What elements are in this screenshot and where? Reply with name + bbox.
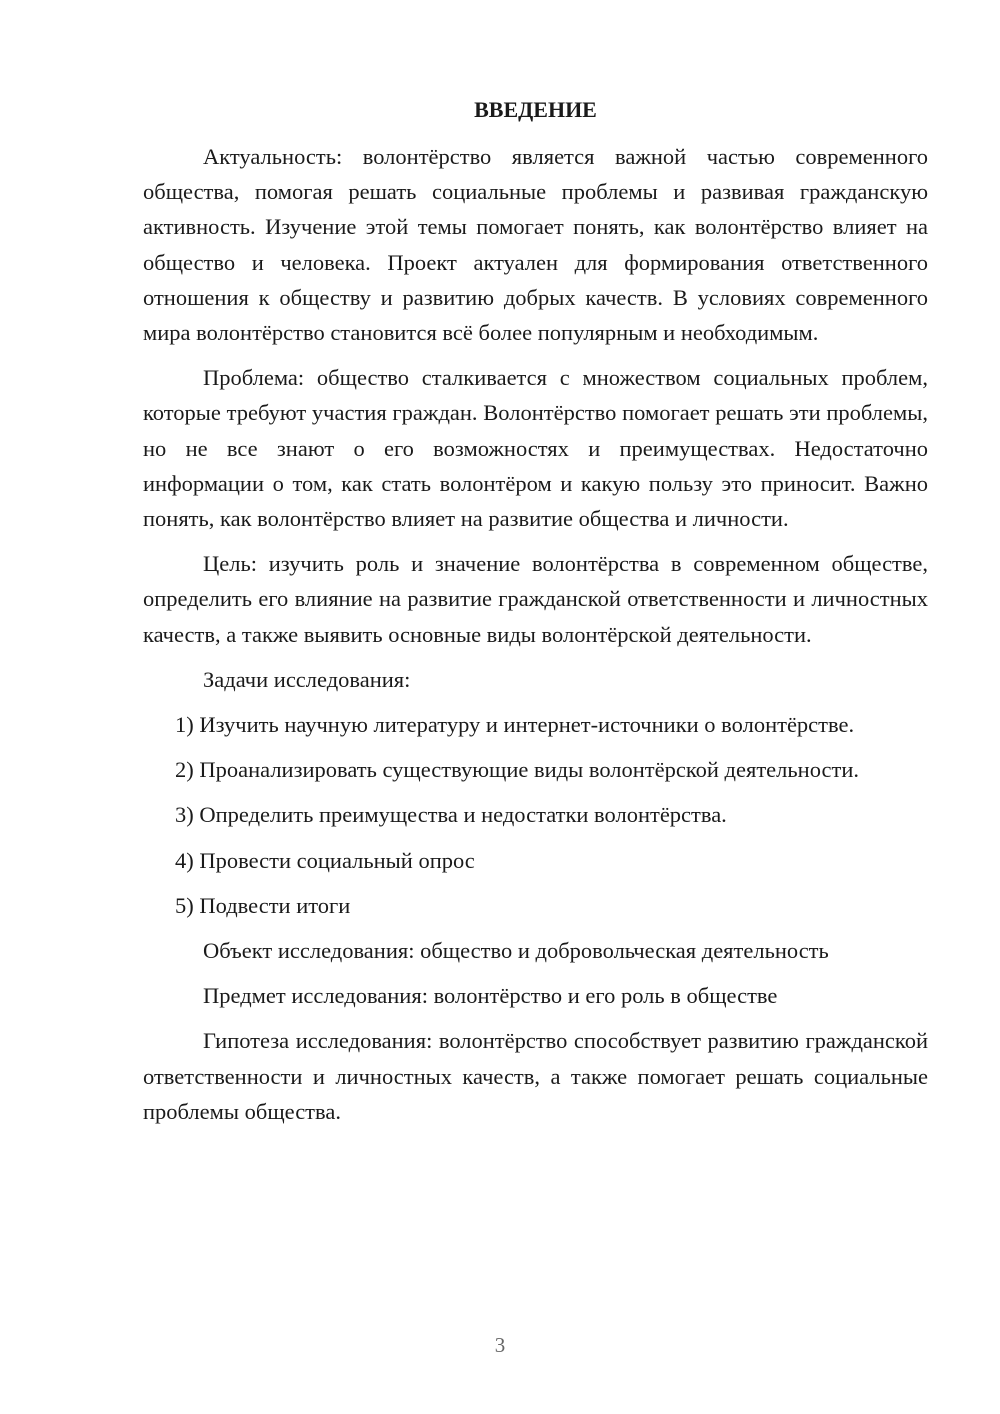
problem-paragraph: Проблема: общество сталкивается с множеством социальных проблем, которые требуют участия граждан. Волонтёрство помогает решать эти проблемы, но не все знают о его возможностях и преимуществах. Недостаточно информации о том, как стать волонтёром и какую пользу это приносит. Важно понять, как волонтёрство влияет на развитие общества и личности. bbox=[143, 365, 928, 532]
task-item-3: 3) Определить преимущества и недостатки волонтёрства. bbox=[175, 802, 727, 828]
research-hypothesis: Гипотеза исследования: волонтёрство способствует развитию гражданской ответственности и личностных качеств, а также помогает решать социальные проблемы общества. bbox=[143, 1028, 928, 1124]
research-object: Объект исследования: общество и добровольческая деятельность bbox=[203, 938, 829, 964]
page-number: 3 bbox=[494, 1333, 506, 1357]
relevance-paragraph: Актуальность: волонтёрство является важной частью современного общества, помогая решать социальные проблемы и развивая гражданскую активность. Изучение этой темы помогает понять, как волонтёрство влияет на общество и человека. Проект актуален для формирования ответственного отношения к обществу и развитию добрых качеств. В условиях современного мира волонтёрство становится всё более популярным и необходимым. bbox=[143, 144, 928, 346]
task-item-2: 2) Проанализировать существующие виды волонтёрской деятельности. bbox=[175, 757, 859, 783]
research-subject: Предмет исследования: волонтёрство и его роль в обществе bbox=[203, 983, 778, 1009]
tasks-title: Задачи исследования: bbox=[203, 666, 411, 692]
task-item-4: 4) Провести социальный опрос bbox=[175, 847, 475, 873]
task-item-5: 5) Подвести итоги bbox=[175, 892, 351, 918]
page-content bbox=[143, 90, 928, 1139]
goal-paragraph: Цель: изучить роль и значение волонтёрства в современном обществе, определить его влияние на развитие гражданской ответственности и личностных качеств, а также выявить основные виды волонтёрской деятельности. bbox=[143, 551, 928, 647]
section-heading: ВВЕДЕНИЕ bbox=[474, 97, 597, 122]
task-item-1: 1) Изучить научную литературу и интернет-источники о волонтёрстве. bbox=[175, 712, 855, 738]
